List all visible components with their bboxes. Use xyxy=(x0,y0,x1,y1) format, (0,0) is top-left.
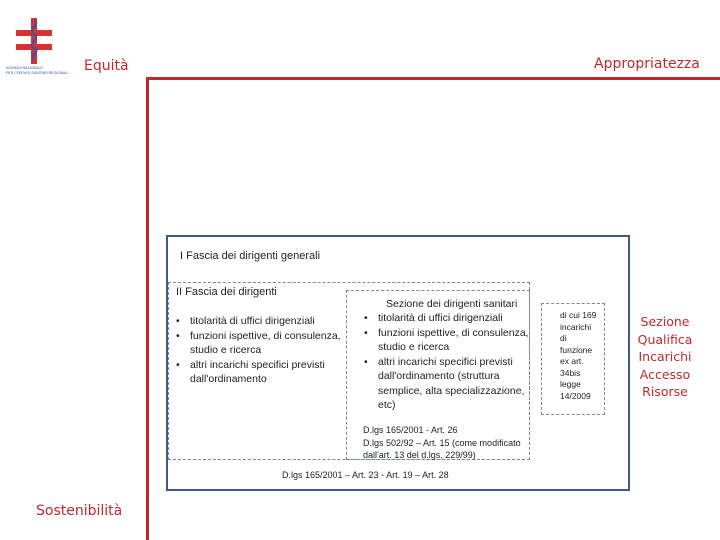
reference-line: D.lgs 165/2001 - Art. 26 xyxy=(363,425,458,435)
di-cui-line: di xyxy=(560,333,567,343)
vertical-axis-line xyxy=(146,78,149,540)
reference-line: D.lgs 502/92 – Art. 15 (come modificato xyxy=(363,437,521,448)
list-item: • altri incarichi specifici previsti dall'ordinamento (struttura semplice, alta specializzazione, etc) xyxy=(376,355,542,413)
di-cui-line: 34bis xyxy=(560,367,581,378)
label-appropriatezza: Appropriatezza xyxy=(594,56,700,72)
di-cui-line: di cui 169 xyxy=(560,310,597,320)
list-item: • titolarità di uffici dirigenziali xyxy=(188,314,353,329)
right-label-accesso: Accesso xyxy=(639,366,691,382)
di-cui-line: incarichi xyxy=(560,321,592,332)
di-cui-line: 14/2009 xyxy=(560,390,591,401)
di-cui-box xyxy=(541,303,605,415)
sezione-list xyxy=(364,311,542,413)
fascia-2-list xyxy=(176,314,353,387)
reference-line: dall'art. 13 del d.lgs. 229/99) xyxy=(363,450,476,460)
organization-logo xyxy=(6,14,82,76)
di-cui-line: funzione xyxy=(560,344,593,355)
fascia-2-label: II Fascia dei dirigenti xyxy=(176,286,277,298)
logo-text-line-2: PER I SERVIZI SANITARI REGIONALI xyxy=(6,71,69,75)
sezione-title: Sezione dei dirigenti sanitari xyxy=(386,298,518,310)
list-item: • titolarità di uffici dirigenziali xyxy=(376,311,542,326)
right-label-qualifica: Qualifica xyxy=(637,331,693,347)
right-label-risorse: Risorse xyxy=(642,384,688,399)
fascia-1-label: I Fascia dei dirigenti generali xyxy=(180,250,321,262)
right-label-incarichi: Incarichi xyxy=(638,349,692,364)
di-cui-line: ex art. xyxy=(560,356,584,366)
bottom-reference: D.lgs 165/2001 – Art. 23 - Art. 19 – Art. 28 xyxy=(282,470,449,480)
normative-references xyxy=(363,424,521,462)
right-labels xyxy=(632,313,698,401)
di-cui-line: legge xyxy=(560,379,581,389)
list-item: • funzioni ispettive, di consulenza, studio e ricerca xyxy=(188,329,353,358)
horizontal-axis-line xyxy=(146,77,720,80)
list-item: • altri incarichi specifici previsti dall'ordinamento xyxy=(188,358,353,387)
label-sostenibilita: Sostenibilità xyxy=(36,503,123,519)
right-label-sezione: Sezione xyxy=(640,314,690,329)
list-item: • funzioni ispettive, di consulenza, studio e ricerca xyxy=(376,326,542,355)
logo-text-line-1: AGENZIA NAZIONALE xyxy=(6,66,43,70)
label-equita: Equità xyxy=(84,58,129,74)
